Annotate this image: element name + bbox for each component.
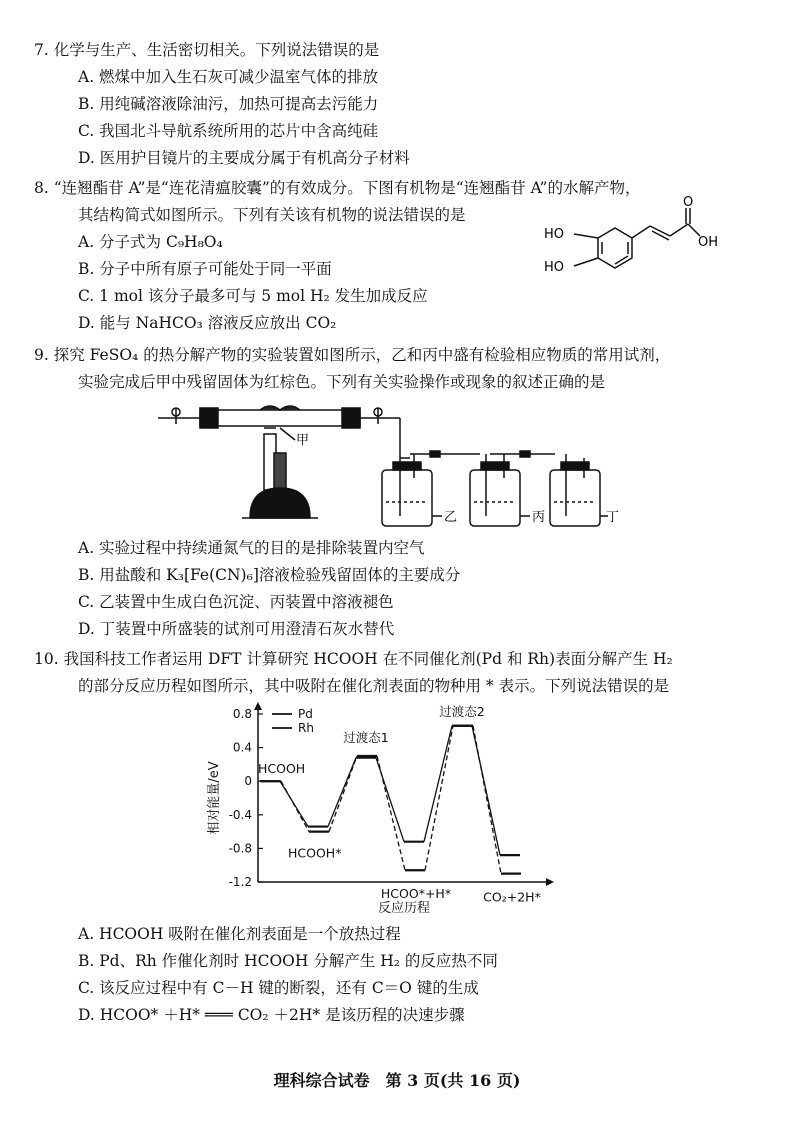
y-tick-label: -0.4 <box>228 807 252 822</box>
apparatus-diagram <box>150 398 620 530</box>
y-tick-label: 0 <box>244 774 252 789</box>
annotation-label: CO₂+2H* <box>483 889 541 905</box>
q7-stem: 7. 化学与生产、生活密切相关。下列说法错误的是 <box>34 41 380 59</box>
label-ding: 丁 <box>606 510 620 525</box>
energy-profile-chart <box>200 698 560 920</box>
y-tick-label: 0.4 <box>232 740 252 755</box>
q10-stem-line1: 10. 我国科技工作者运用 DFT 计算研究 HCOOH 在不同催化剂(Pd 和 Rh)表面分解产生 H₂ <box>34 650 673 668</box>
q9-option-d: D. 丁装置中所盛装的试剂可用澄清石灰水替代 <box>78 620 395 638</box>
label-bing: 丙 <box>532 510 546 525</box>
q10-stem-line2: 的部分反应历程如图所示，其中吸附在催化剂表面的物种用 * 表示。下列说法错误的是 <box>78 677 670 695</box>
q9-stem-line1: 9. 探究 FeSO₄ 的热分解产物的实验装置如图所示，乙和丙中盛有检验相应物质的常用试剂， <box>34 346 671 364</box>
series-rh-path <box>281 781 309 831</box>
series-rh-path <box>377 756 405 870</box>
q9-stem-line2: 实验完成后甲中残留固体为红棕色。下列有关实验操作或现象的叙述正确的是 <box>78 373 606 391</box>
series-rh-path <box>329 756 357 832</box>
q10-option-b: B. Pd、Rh 作催化剂时 HCOOH 分解产生 H₂ 的反应热不同 <box>78 952 498 970</box>
q7-option-a: A. 燃煤中加入生石灰可减少温室气体的排放 <box>78 68 379 86</box>
y-axis-arrow <box>254 702 262 710</box>
label-yi: 乙 <box>444 510 458 525</box>
q8-stem-line2: 其结构简式如图所示。下列有关该有机物的说法错误的是 <box>78 206 466 224</box>
q7-option-c: C. 我国北斗导航系统所用的芯片中含高纯硅 <box>78 122 379 140</box>
y-tick-label: 0.8 <box>232 707 252 721</box>
legend-label: Rh <box>298 721 314 735</box>
y-tick-label: -1.2 <box>228 875 252 889</box>
annotation-label: HCOOH <box>258 761 306 777</box>
q8-option-a: A. 分子式为 C₉H₈O₄ <box>78 233 223 251</box>
q10-option-d: D. HCOO* ＋H* ═══ CO₂ ＋2H* 是该历程的决速步骤 <box>78 1006 465 1024</box>
x-axis-arrow <box>546 878 554 886</box>
q8-option-b: B. 分子中所有原子可能处于同一平面 <box>78 260 332 278</box>
q7-option-b: B. 用纯碱溶液除油污，加热可提高去污能力 <box>78 95 379 113</box>
q8-option-c: C. 1 mol 该分子最多可与 5 mol H₂ 发生加成反应 <box>78 287 428 305</box>
q10-option-a: A. HCOOH 吸附在催化剂表面是一个放热过程 <box>78 925 401 943</box>
struct-ho-top: HO <box>544 227 565 242</box>
series-rh-path <box>425 726 453 870</box>
q9-option-c: C. 乙装置中生成白色沉淀、丙装置中溶液褪色 <box>78 593 394 611</box>
annotation-label: HCOOH* <box>288 845 342 861</box>
legend-label: Pd <box>298 707 313 721</box>
q7-option-d: D. 医用护目镜片的主要成分属于有机高分子材料 <box>78 149 410 167</box>
series-pd-path <box>328 758 356 827</box>
q9-option-b: B. 用盐酸和 K₃[Fe(CN)₆]溶液检验残留固体的主要成分 <box>78 566 461 584</box>
q10-option-c: C. 该反应过程中有 C－H 键的断裂，还有 C＝O 键的生成 <box>78 979 479 997</box>
struct-carbonyl-o: O <box>683 196 694 210</box>
annotation-label: 过渡态1 <box>343 730 389 745</box>
y-axis-label: 相对能量/eV <box>207 761 222 835</box>
series-pd-path <box>424 726 452 842</box>
q8-option-d: D. 能与 NaHCO₃ 溶液反应放出 CO₂ <box>78 314 337 332</box>
annotation-label: 过渡态2 <box>439 703 485 719</box>
y-tick-label: -0.8 <box>228 841 252 856</box>
x-axis-label: 反应历程 <box>377 901 431 916</box>
series-pd-path <box>376 758 404 842</box>
q9-option-a: A. 实验过程中持续通氮气的目的是排除装置内空气 <box>78 539 425 557</box>
label-jia: 甲 <box>296 433 310 448</box>
struct-ho-bottom: HO <box>544 260 565 275</box>
page-footer: 理科综合试卷 第 3 页(共 16 页) <box>273 1071 521 1090</box>
annotation-label: HCOO*+H* <box>380 886 452 902</box>
struct-oh: OH <box>698 235 719 250</box>
molecule-structure <box>540 196 720 296</box>
q8-stem-line1: 8. “连翘酯苷 A”是“连花清瘟胶囊”的有效成分。下图有机物是“连翘酯苷 A”的水解产物， <box>34 179 641 197</box>
